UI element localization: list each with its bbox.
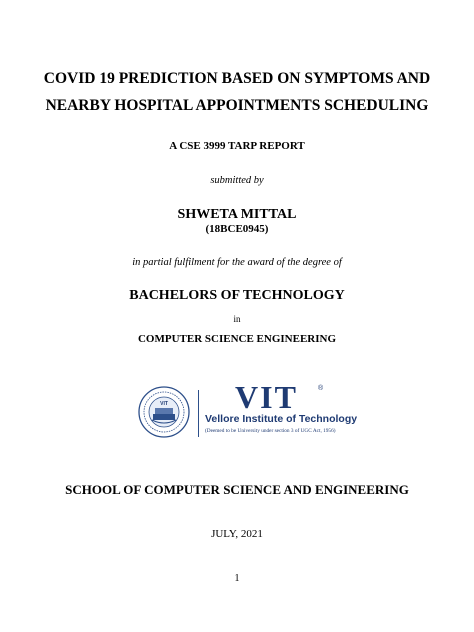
submission-date: JULY, 2021	[211, 528, 263, 540]
institute-name: Vellore Institute of Technology	[205, 413, 358, 425]
degree-name: BACHELORS OF TECHNOLOGY	[129, 288, 345, 303]
deemed-university-note: (Deemed to be University under section 3 of UGC Act, 1956)	[205, 428, 336, 434]
university-seal-icon	[138, 386, 190, 438]
author-name: SHWETA MITTAL	[177, 207, 297, 222]
partial-fulfilment-text: in partial fulfilment for the award of the degree of	[132, 257, 342, 268]
registration-number: (18BCE0945)	[205, 223, 269, 235]
branch-name: COMPUTER SCIENCE ENGINEERING	[137, 333, 337, 345]
submitted-by-label: submitted by	[210, 175, 264, 186]
vit-logo	[138, 379, 368, 443]
school-name: SCHOOL OF COMPUTER SCIENCE AND ENGINEERING	[65, 482, 409, 497]
page-number: 1	[234, 573, 240, 584]
in-text: in	[233, 314, 241, 324]
report-type: A CSE 3999 TARP REPORT	[169, 140, 305, 152]
seal-text: VIT	[160, 401, 168, 407]
logo-divider	[198, 390, 199, 437]
report-title-line-1: COVID 19 PREDICTION BASED ON SYMPTOMS AND	[43, 70, 431, 87]
report-title-line-2: NEARBY HOSPITAL APPOINTMENTS SCHEDULING	[45, 97, 429, 114]
vit-wordmark: VIT	[235, 379, 298, 415]
registered-mark: ®	[318, 385, 324, 392]
